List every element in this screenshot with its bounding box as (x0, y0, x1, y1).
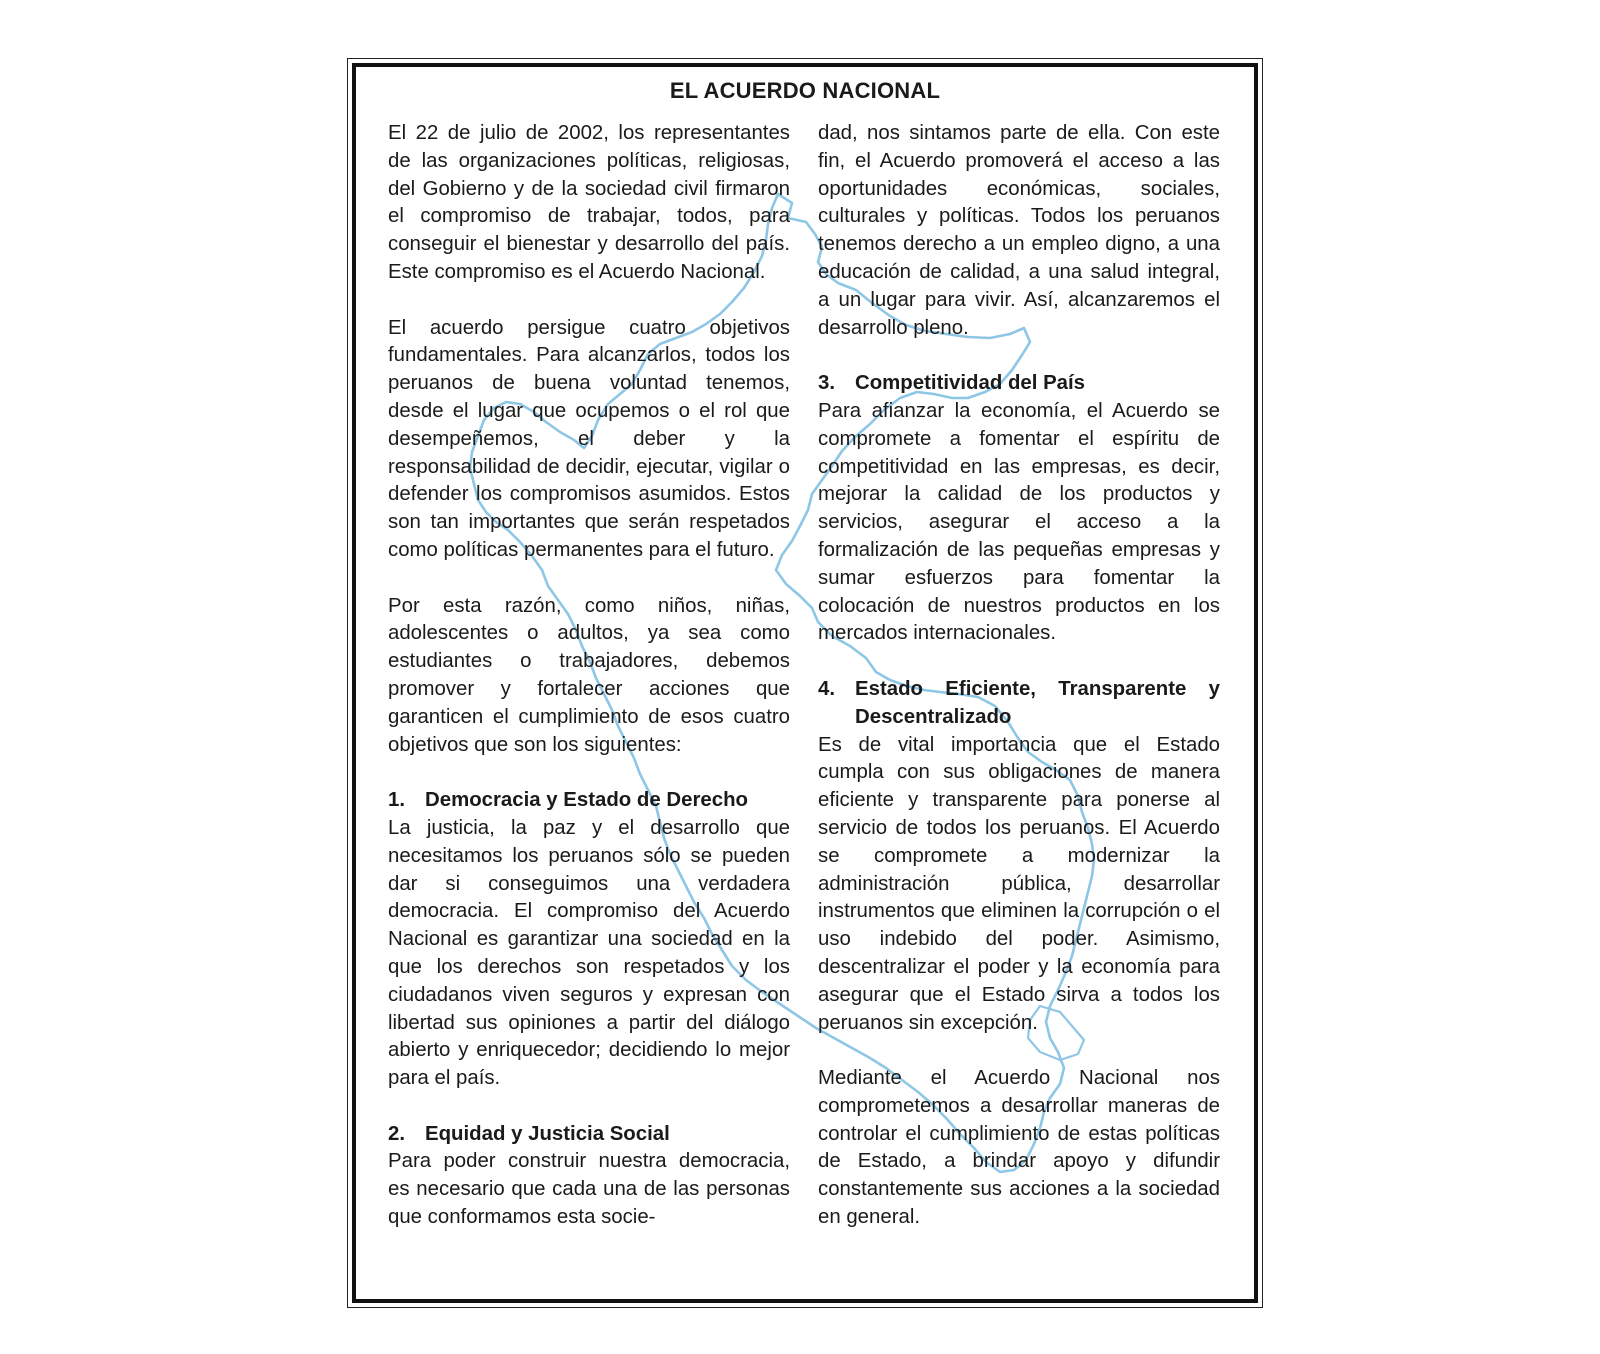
section2-heading (388, 1121, 790, 1149)
left-column (388, 120, 790, 1232)
section4-heading (818, 676, 1220, 732)
section2-continued: dad, nos sintamos parte de ella. Con este fin, el Acuerdo promoverá el acceso a las oportunidades económicas, sociales, culturales y políticas. Todos los peruanos tenemos derecho a un empleo digno, a una educación de calidad, a una salud integral, a un lugar para vivir. Así, alcanzaremos el desarrollo pleno. (818, 122, 1220, 339)
section3-number: 3. (818, 372, 836, 395)
section3-title: Competitividad del País (855, 372, 1086, 395)
objectives-paragraph: El acuerdo persigue cuatro objetivos fundamentales. Para alcanzarlos, todos los peruanos de buena voluntad tenemos, desde el lugar que ocupemos o el rol que desempeñemos, el deber y la responsabilidad de decidir, ejecutar, vigilar o defender los compromisos asumidos. Estos son tan importantes que serán respetados como políticas permanentes para el futuro. (388, 316, 790, 561)
section3-heading (818, 370, 1220, 398)
section1-body: La justicia, la paz y el desarrollo que necesitamos los peruanos sólo se pueden dar si conseguimos una verdadera democracia. El compromiso del Acuerdo Nacional es garantizar una sociedad en la que los derechos son respetados y los ciudadanos viven seguros y expresan con libertad sus opiniones a partir del diálogo abierto y enriquecedor; decidiendo lo mejor para el país. (388, 816, 790, 1090)
section1-title: Democracia y Estado de Derecho (425, 789, 748, 812)
document-title: EL ACUERDO NACIONAL (669, 78, 941, 103)
section1-heading (388, 787, 790, 815)
closing-paragraph: Mediante el Acuerdo Nacional nos comprometemos a desarrollar maneras de controlar el cumplimiento de estas políticas de Estado, a brindar apoyo y difundir constantemente sus acciones a la sociedad en general. (818, 1067, 1220, 1229)
section2-number: 2. (388, 1122, 406, 1145)
section1-number: 1. (388, 789, 406, 812)
section4-title: Estado Eficiente, Transparente y Descentralizado (855, 677, 1220, 728)
right-column (818, 120, 1220, 1232)
section3-body: Para afianzar la economía, el Acuerdo se compromete a fomentar el espíritu de competitividad en las empresas, es decir, mejorar la calidad de los productos y servicios, asegurar el acceso a la formalización de las pequeñas empresas y sumar esfuerzos para fomentar la colocación de nuestros productos en los mercados internacionales. (818, 399, 1220, 645)
intro-paragraph: El 22 de julio de 2002, los representantes de las organizaciones políticas, religiosas, del Gobierno y de la sociedad civil firmaron el compromiso de trabajar, todos, para conseguir el bienestar y desarrollo del país. Este compromiso es el Acuerdo Nacional. (388, 122, 790, 283)
section2-title: Equidad y Justicia Social (425, 1122, 670, 1145)
section2-body: Para poder construir nuestra democracia, es necesario que cada una de las personas que conformamos esta socie- (388, 1150, 790, 1229)
section4-body: Es de vital importancia que el Estado cumpla con sus obligaciones de manera eficiente y transparente para ponerse al servicio de todos los peruanos. El Acuerdo se compromete a modernizar la administración pública, desarrollar instrumentos que eliminen la corrupción o el uso indebido del poder. Asimismo, descentralizar el poder y la economía para asegurar que el Estado sirva a todos los peruanos sin excepción. (818, 733, 1220, 1034)
reason-paragraph: Por esta razón, como niños, niñas, adolescentes o adultos, ya sea como estudiantes o trabajadores, debemos promover y fortalecer acciones que garanticen el cumplimiento de esos cuatro objetivos que son los siguientes: (388, 594, 790, 756)
section4-number: 4. (818, 677, 836, 700)
